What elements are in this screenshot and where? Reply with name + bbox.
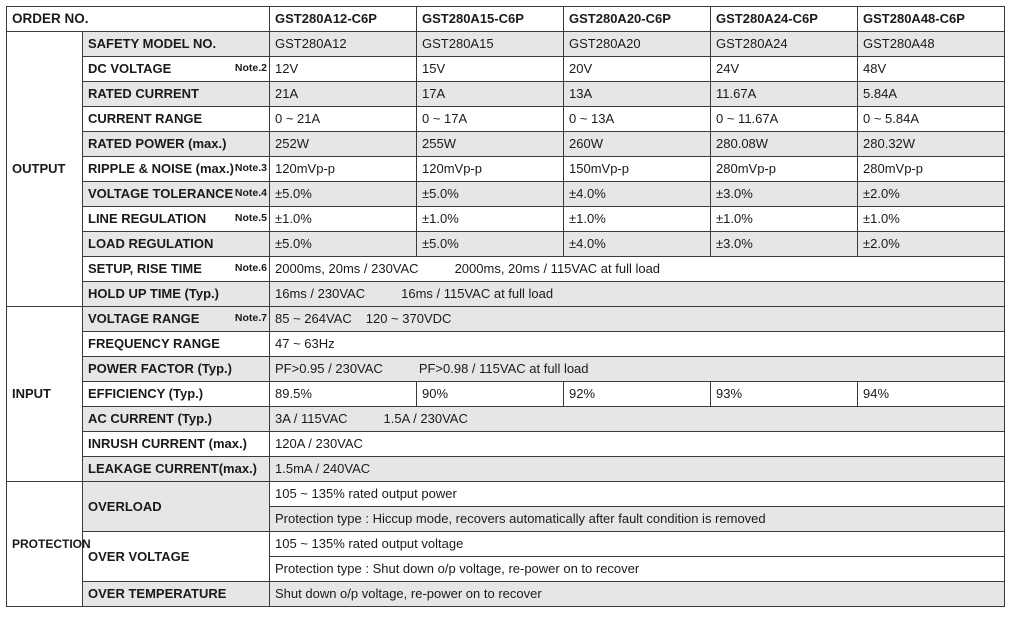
value-part: 85 ~ 264VAC xyxy=(275,311,352,326)
safety-model-row xyxy=(7,32,1005,57)
row-label: SAFETY MODEL NO. xyxy=(83,32,270,57)
cell-value: 24V xyxy=(711,57,858,82)
cell-value: 15V xyxy=(417,57,564,82)
rated-power-row xyxy=(7,132,1005,157)
cell-value: 280mVp-p xyxy=(711,157,858,182)
cell-value: ±1.0% xyxy=(711,207,858,232)
cell-value: ±3.0% xyxy=(711,232,858,257)
load-regulation-row xyxy=(7,232,1005,257)
cell-value: 93% xyxy=(711,382,858,407)
header-row xyxy=(7,7,1005,32)
row-label-text: RIPPLE & NOISE (max.) xyxy=(88,161,234,176)
row-label: OVERLOAD xyxy=(83,482,270,532)
inrush-current-row xyxy=(7,432,1005,457)
value-part: PF>0.98 / 115VAC at full load xyxy=(418,361,589,376)
cell-value: 150mVp-p xyxy=(564,157,711,182)
row-label-text: VOLTAGE RANGE xyxy=(88,311,200,326)
rated-current-row xyxy=(7,82,1005,107)
cell-value: 260W xyxy=(564,132,711,157)
leakage-current-row xyxy=(7,457,1005,482)
setup-rise-time-row xyxy=(7,257,1005,282)
line-regulation-row xyxy=(7,207,1005,232)
cell-value: ±1.0% xyxy=(417,207,564,232)
row-label: LOAD REGULATION xyxy=(83,232,270,257)
row-label xyxy=(83,182,270,207)
value-part: 16ms / 230VAC xyxy=(275,286,366,301)
frequency-range-row xyxy=(7,332,1005,357)
cell-value xyxy=(270,357,1005,382)
cell-value: ±4.0% xyxy=(564,232,711,257)
cell-value: 94% xyxy=(858,382,1005,407)
cell-value: 105 ~ 135% rated output power xyxy=(270,482,1005,507)
cell-value: 0 ~ 5.84A xyxy=(858,107,1005,132)
cell-value: ±5.0% xyxy=(417,182,564,207)
cell-value: 120mVp-p xyxy=(270,157,417,182)
protection-category: PROTECTION xyxy=(7,482,83,607)
cell-value: ±4.0% xyxy=(564,182,711,207)
note-ref: Note.2 xyxy=(234,62,268,74)
model-header: GST280A48-C6P xyxy=(858,7,1005,32)
row-label: AC CURRENT (Typ.) xyxy=(83,407,270,432)
row-label xyxy=(83,57,270,82)
cell-value: GST280A20 xyxy=(564,32,711,57)
cell-value: 280mVp-p xyxy=(858,157,1005,182)
value-part: 2000ms, 20ms / 230VAC xyxy=(275,261,419,276)
note-ref: Note.6 xyxy=(234,262,268,274)
cell-value: Shut down o/p voltage, re-power on to recover xyxy=(270,582,1005,607)
value-part: 16ms / 115VAC at full load xyxy=(401,286,554,301)
over-temperature-row xyxy=(7,582,1005,607)
cell-value: 0 ~ 13A xyxy=(564,107,711,132)
cell-value: ±5.0% xyxy=(417,232,564,257)
model-header: GST280A15-C6P xyxy=(417,7,564,32)
cell-value: 89.5% xyxy=(270,382,417,407)
cell-value: ±3.0% xyxy=(711,182,858,207)
cell-value: 17A xyxy=(417,82,564,107)
note-ref: Note.5 xyxy=(234,212,268,224)
model-header: GST280A24-C6P xyxy=(711,7,858,32)
efficiency-row xyxy=(7,382,1005,407)
cell-value: Protection type : Shut down o/p voltage, re-power on to recover xyxy=(270,557,1005,582)
current-range-row xyxy=(7,107,1005,132)
row-label: EFFICIENCY (Typ.) xyxy=(83,382,270,407)
cell-value: 0 ~ 17A xyxy=(417,107,564,132)
cell-value: 12V xyxy=(270,57,417,82)
cell-value: GST280A48 xyxy=(858,32,1005,57)
cell-value: 90% xyxy=(417,382,564,407)
row-label: OVER TEMPERATURE xyxy=(83,582,270,607)
cell-value: 255W xyxy=(417,132,564,157)
cell-value: Protection type : Hiccup mode, recovers automatically after fault condition is removed xyxy=(270,507,1005,532)
row-label: HOLD UP TIME (Typ.) xyxy=(83,282,270,307)
row-label: CURRENT RANGE xyxy=(83,107,270,132)
row-label-text: LINE REGULATION xyxy=(88,211,207,226)
cell-value: 47 ~ 63Hz xyxy=(270,332,1005,357)
cell-value: 5.84A xyxy=(858,82,1005,107)
row-label: FREQUENCY RANGE xyxy=(83,332,270,357)
hold-up-time-row xyxy=(7,282,1005,307)
over-voltage-row xyxy=(7,532,1005,557)
note-ref: Note.3 xyxy=(234,162,268,174)
row-label xyxy=(83,207,270,232)
row-label: RATED POWER (max.) xyxy=(83,132,270,157)
cell-value: 280.32W xyxy=(858,132,1005,157)
value-part: PF>0.95 / 230VAC xyxy=(275,361,383,376)
output-category: OUTPUT xyxy=(7,32,83,307)
cell-value: ±5.0% xyxy=(270,182,417,207)
dc-voltage-row xyxy=(7,57,1005,82)
cell-value: 11.67A xyxy=(711,82,858,107)
row-label-text: SETUP, RISE TIME xyxy=(88,261,202,276)
cell-value: ±1.0% xyxy=(270,207,417,232)
row-label-text: VOLTAGE TOLERANCE xyxy=(88,186,234,201)
input-category: INPUT xyxy=(7,307,83,482)
cell-value: 1.5mA / 240VAC xyxy=(270,457,1005,482)
ripple-noise-row xyxy=(7,157,1005,182)
cell-value xyxy=(270,282,1005,307)
value-part: 120 ~ 370VDC xyxy=(365,311,452,326)
note-ref: Note.7 xyxy=(234,312,268,324)
cell-value: GST280A15 xyxy=(417,32,564,57)
voltage-tolerance-row xyxy=(7,182,1005,207)
value-part: 2000ms, 20ms / 115VAC at full load xyxy=(454,261,661,276)
cell-value: ±2.0% xyxy=(858,182,1005,207)
cell-value xyxy=(270,407,1005,432)
cell-value: 0 ~ 21A xyxy=(270,107,417,132)
overload-row xyxy=(7,482,1005,507)
note-ref: Note.4 xyxy=(234,187,268,199)
row-label xyxy=(83,157,270,182)
row-label: POWER FACTOR (Typ.) xyxy=(83,357,270,382)
cell-value: 48V xyxy=(858,57,1005,82)
order-no-label: ORDER NO. xyxy=(7,7,270,32)
value-part: 1.5A / 230VAC xyxy=(383,411,468,426)
row-label xyxy=(83,257,270,282)
cell-value xyxy=(270,257,1005,282)
cell-value: ±5.0% xyxy=(270,232,417,257)
cell-value: GST280A12 xyxy=(270,32,417,57)
model-header: GST280A20-C6P xyxy=(564,7,711,32)
cell-value: 21A xyxy=(270,82,417,107)
cell-value: 20V xyxy=(564,57,711,82)
cell-value: 0 ~ 11.67A xyxy=(711,107,858,132)
cell-value: 92% xyxy=(564,382,711,407)
cell-value: 280.08W xyxy=(711,132,858,157)
cell-value: GST280A24 xyxy=(711,32,858,57)
cell-value: 120mVp-p xyxy=(417,157,564,182)
row-label-text: DC VOLTAGE xyxy=(88,61,172,76)
ac-current-row xyxy=(7,407,1005,432)
spec-table xyxy=(6,6,1005,607)
cell-value: ±1.0% xyxy=(858,207,1005,232)
cell-value: 13A xyxy=(564,82,711,107)
model-header: GST280A12-C6P xyxy=(270,7,417,32)
cell-value: 252W xyxy=(270,132,417,157)
power-factor-row xyxy=(7,357,1005,382)
cell-value: ±2.0% xyxy=(858,232,1005,257)
cell-value xyxy=(270,307,1005,332)
cell-value: ±1.0% xyxy=(564,207,711,232)
row-label: INRUSH CURRENT (max.) xyxy=(83,432,270,457)
row-label: RATED CURRENT xyxy=(83,82,270,107)
voltage-range-row xyxy=(7,307,1005,332)
row-label: OVER VOLTAGE xyxy=(83,532,270,582)
cell-value: 105 ~ 135% rated output voltage xyxy=(270,532,1005,557)
row-label xyxy=(83,307,270,332)
cell-value: 120A / 230VAC xyxy=(270,432,1005,457)
row-label: LEAKAGE CURRENT(max.) xyxy=(83,457,270,482)
value-part: 3A / 115VAC xyxy=(275,411,348,426)
